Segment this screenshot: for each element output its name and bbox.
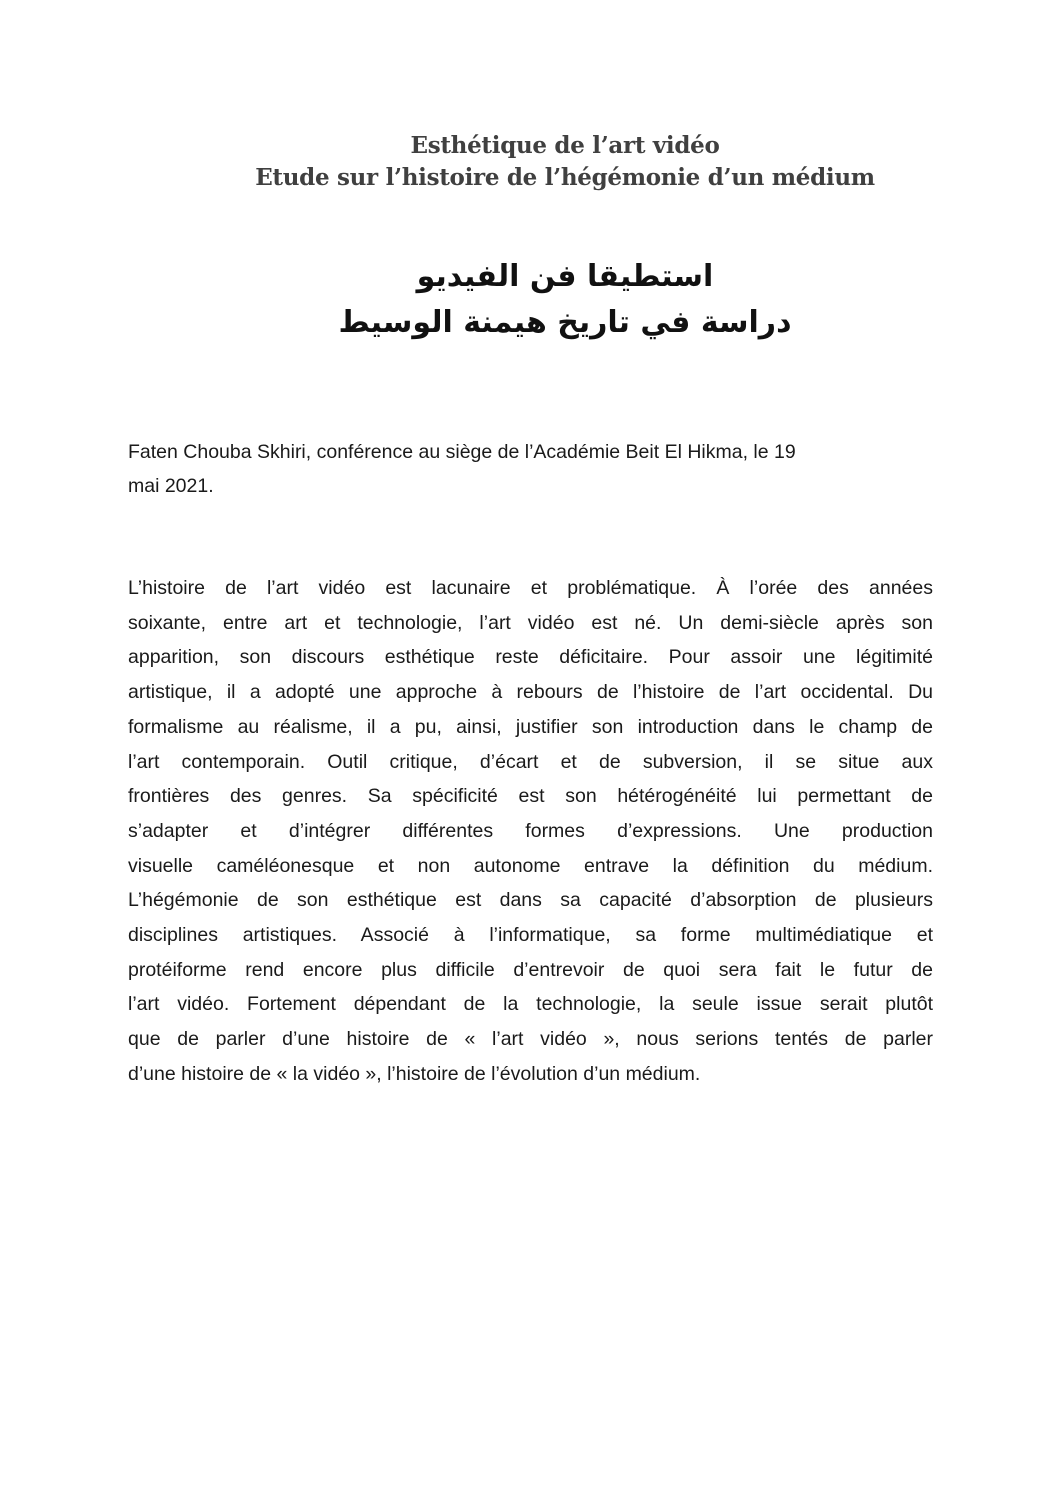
abstract-line: visuelle caméléonesque et non autonome entrave la définition du médium.: [128, 854, 933, 877]
abstract-paragraph: [128, 571, 933, 1092]
abstract-line: L’hégémonie de son esthétique est dans sa capacité d’absorption de plusieurs: [128, 889, 933, 912]
author-line-1: Faten Chouba Skhiri, conférence au siège de l’Académie Beit El Hikma, le 19: [128, 441, 796, 463]
abstract-line: l’art vidéo. Fortement dépendant de la technologie, la seule issue serait plutôt: [128, 993, 933, 1016]
author-line: [128, 435, 928, 503]
abstract-line: artistique, il a adopté une approche à rebours de l’histoire de l’art occidental. Du: [128, 681, 933, 704]
abstract-line: s’adapter et d’intégrer différentes formes d’expressions. Une production: [128, 819, 933, 842]
abstract-line: disciplines artistiques. Associé à l’informatique, sa forme multimédiatique et: [128, 924, 933, 947]
abstract-line: formalisme au réalisme, il a pu, ainsi, justifier son introduction dans le champ de: [128, 715, 933, 738]
abstract-line: apparition, son discours esthétique reste déficitaire. Pour assoir une légitimité: [128, 646, 933, 669]
abstract-line: soixante, entre art et technologie, l’art vidéo est né. Un demi-siècle après son: [128, 611, 933, 634]
arabic-title-line-2: دراسة في تاريخ هيمنة الوسيط: [338, 305, 792, 340]
arabic-title-line-1: استطيقا فن الفيديو: [416, 259, 714, 294]
french-title: [0, 130, 1058, 194]
abstract-line: L’histoire de l’art vidéo est lacunaire et problématique. À l’orée des années: [128, 577, 933, 599]
abstract-line: frontières des genres. Sa spécificité est son hétérogénéité lui permettant de: [128, 785, 933, 808]
abstract-line: que de parler d’une histoire de « l’art vidéo », nous serions tentés de parler: [128, 1028, 933, 1051]
arabic-title: [0, 254, 1058, 346]
abstract-line: protéiforme rend encore plus difficile d’entrevoir de quoi sera fait le futur de: [128, 958, 933, 981]
french-title-line-1: Esthétique de l’art vidéo: [410, 132, 720, 159]
french-title-line-2: Etude sur l’histoire de l’hégémonie d’un médium: [255, 164, 875, 191]
author-line-2: mai 2021.: [128, 475, 214, 497]
abstract-line: l’art contemporain. Outil critique, d’écart et de subversion, il se situe aux: [128, 750, 933, 773]
abstract-line: d’une histoire de « la vidéo », l’histoire de l’évolution d’un médium.: [128, 1062, 701, 1085]
